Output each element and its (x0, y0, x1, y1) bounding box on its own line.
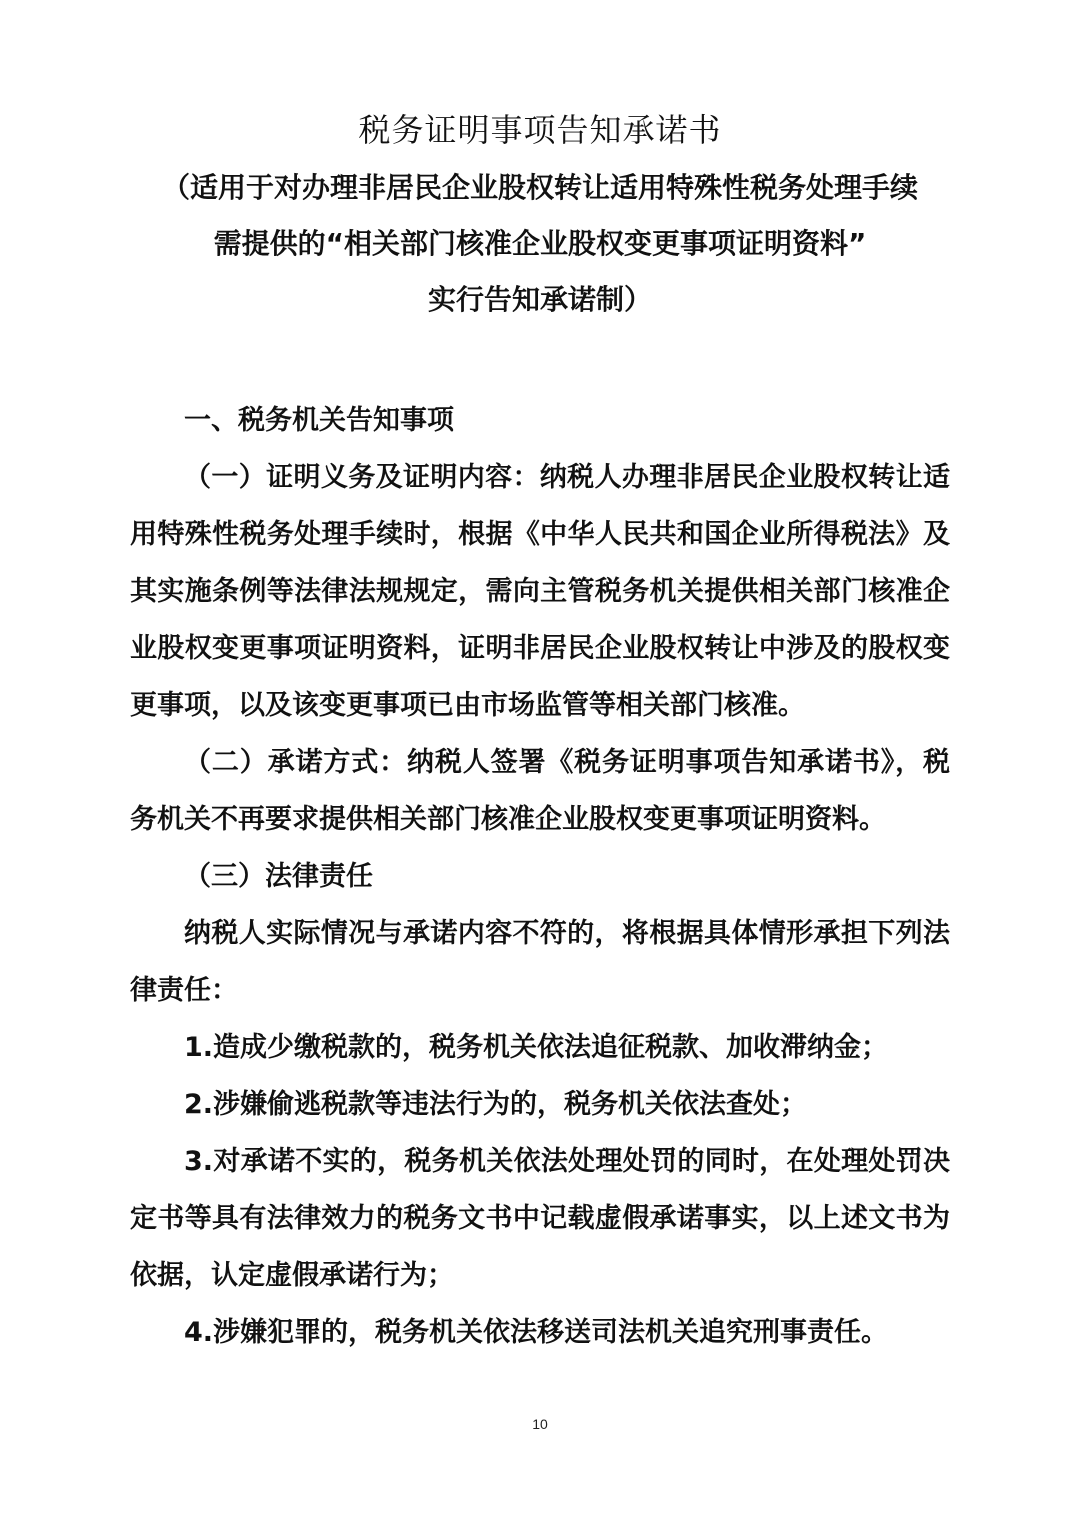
list-item-1: 1.造成少缴税款的，税务机关依法追征税款、加收滞纳金； (184, 1032, 889, 1063)
list-item-4: 4.涉嫌犯罪的，税务机关依法移送司法机关追究刑事责任。 (184, 1317, 889, 1348)
paragraph-liability-intro: 纳税人实际情况与承诺内容不符的，将根据具体情形承担下列法律责任： (130, 918, 950, 1006)
subtitle-line-1: （适用于对办理非居民企业股权转让适用特殊性税务处理手续 (161, 171, 918, 204)
subheading-legal-liability: （三）法律责任 (184, 861, 373, 892)
subtitle-line-2: 需提供的“相关部门核准企业股权变更事项证明资料” (213, 227, 867, 260)
section-heading-notice: 一、税务机关告知事项 (184, 405, 454, 436)
list-item-3: 3.对承诺不实的，税务机关依法处理处罚的同时，在处理处罚决定书等具有法律效力的税务文书中记载虚假承诺事实，以上述文书为依据，认定虚假承诺行为； (130, 1146, 950, 1291)
document-body (130, 392, 950, 1361)
document-title: 税务证明事项告知承诺书 (358, 111, 722, 149)
paragraph-proof-obligation: （一）证明义务及证明内容：纳税人办理非居民企业股权转让适用特殊性税务处理手续时，根据《中华人民共和国企业所得税法》及其实施条例等法律法规规定，需向主管税务机关提供相关部门核准企业股权变更事项证明资料，证明非居民企业股权转让中涉及的股权变更事项，以及该变更事项已由市场监管等相关部门核准。 (130, 462, 950, 721)
paragraph-commitment-method: （二）承诺方式：纳税人签署《税务证明事项告知承诺书》，税务机关不再要求提供相关部门核准企业股权变更事项证明资料。 (130, 747, 950, 835)
list-item-2: 2.涉嫌偷逃税款等违法行为的，税务机关依法查处； (184, 1089, 808, 1120)
page-number: 10 (532, 1416, 548, 1432)
subtitle-line-3: 实行告知承诺制） (427, 283, 652, 316)
